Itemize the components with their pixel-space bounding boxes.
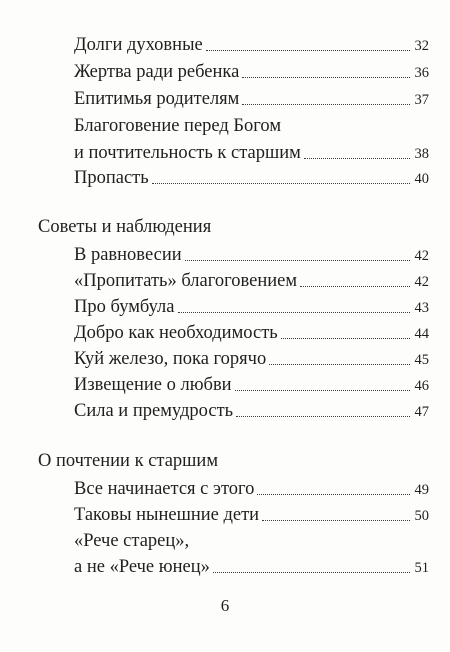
toc-entry	[0, 552, 450, 578]
toc-entry	[0, 57, 450, 83]
toc-entry	[0, 318, 450, 344]
toc-entry	[0, 266, 450, 292]
toc-entry	[0, 500, 450, 526]
dot-leader	[257, 494, 409, 495]
toc-entry-title: «Рече старец»,	[74, 531, 190, 551]
dot-leader	[300, 286, 409, 287]
toc-entry-page: 51	[414, 560, 429, 576]
toc-entry-title: Жертва ради ребенка	[74, 62, 240, 82]
toc-entry-title: В равновесии	[74, 245, 182, 265]
section-heading	[0, 212, 450, 238]
toc-entry-title: Куй железо, пока горячо	[74, 349, 267, 369]
toc-entry	[0, 474, 450, 500]
toc-entry-title: Пропасть	[74, 168, 149, 188]
toc-entry	[0, 344, 450, 370]
toc-entry	[0, 292, 450, 318]
toc-entry	[0, 240, 450, 266]
toc-entry-title: а не «Рече юнец»	[74, 557, 210, 577]
dot-leader	[242, 77, 409, 78]
toc-entry-page: 37	[414, 92, 429, 108]
toc-entry-title: Сила и премудрость	[74, 401, 234, 421]
dot-leader	[178, 312, 410, 313]
dot-leader	[281, 338, 410, 339]
toc-entry-page: 49	[414, 482, 429, 498]
dot-leader	[236, 416, 409, 417]
toc-entry-title: «Пропитать» благоговением	[74, 271, 298, 291]
toc-entry-page: 50	[414, 508, 429, 524]
toc-entry-page: 45	[414, 352, 429, 368]
toc-entry	[0, 396, 450, 422]
toc-entry	[0, 30, 450, 56]
toc-entry	[0, 370, 450, 396]
section-heading-text: Советы и наблюдения	[38, 217, 212, 237]
dot-leader	[269, 364, 409, 365]
dot-leader	[213, 572, 410, 573]
toc-entry-first-line	[0, 111, 450, 137]
toc-entry-page: 46	[414, 378, 429, 394]
toc-entry-title: и почтительность к старшим	[74, 143, 301, 163]
dot-leader	[185, 260, 410, 261]
toc-entry-title: Долги духовные	[74, 35, 203, 55]
toc-entry-title: Благоговение перед Богом	[74, 116, 282, 136]
toc-entry-title: Извещение о любви	[74, 375, 232, 395]
toc-entry-title: Добро как необходимость	[74, 323, 278, 343]
dot-leader	[152, 183, 410, 184]
page-number: 6	[220, 596, 230, 615]
toc-entry	[0, 84, 450, 110]
toc-entry-page: 44	[414, 326, 429, 342]
toc-entry-title: Все начинается с этого	[74, 479, 255, 499]
toc-entry-title: Таковы нынешние дети	[74, 505, 260, 525]
toc-entry-page: 38	[414, 146, 429, 162]
toc-entry-title: Про бумбула	[74, 297, 175, 317]
toc-entry	[0, 163, 450, 189]
toc-entry-page: 42	[414, 274, 429, 290]
section-heading	[0, 446, 450, 472]
toc-entry-first-line	[0, 526, 450, 552]
dot-leader	[304, 158, 410, 159]
toc-entry-page: 40	[414, 171, 429, 187]
dot-leader	[242, 104, 409, 105]
toc-entry-page: 32	[414, 38, 429, 54]
toc-entry-title: Епитимья родителям	[74, 89, 240, 109]
toc-entry	[0, 138, 450, 164]
toc-entry-page: 42	[414, 248, 429, 264]
dot-leader	[206, 50, 410, 51]
toc-entry-page: 36	[414, 65, 429, 81]
toc-entry-page: 43	[414, 300, 429, 316]
toc-entry-page: 47	[414, 404, 429, 420]
dot-leader	[235, 390, 410, 391]
section-heading-text: О почтении к старшим	[38, 451, 219, 471]
dot-leader	[262, 520, 409, 521]
